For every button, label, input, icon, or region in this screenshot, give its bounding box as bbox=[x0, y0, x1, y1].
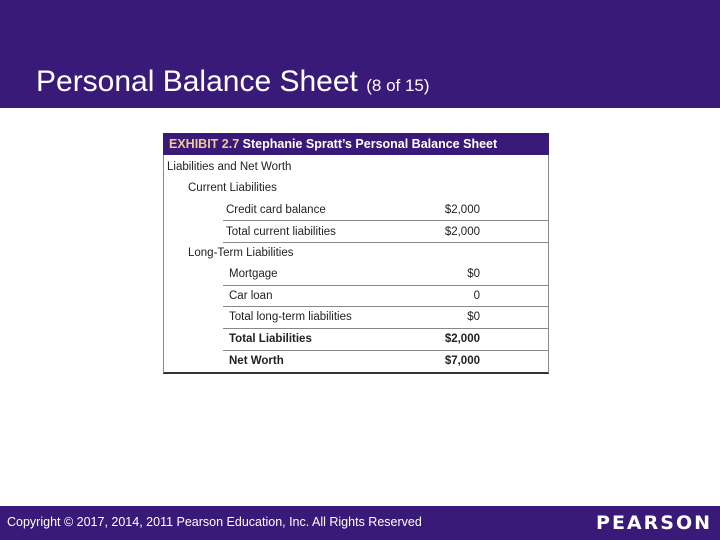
table-row bbox=[163, 306, 549, 328]
slide-footer bbox=[0, 506, 720, 540]
row-amount: $2,000 bbox=[444, 204, 480, 216]
row-amount: $2,000 bbox=[444, 333, 480, 345]
exhibit-title: Stephanie Spratt’s Personal Balance Sheet bbox=[242, 137, 498, 151]
row-amount: 0 bbox=[473, 290, 480, 302]
row-amount: $0 bbox=[467, 268, 480, 280]
slide-title-text: Personal Balance Sheet bbox=[36, 65, 358, 98]
row-amount: $7,000 bbox=[444, 355, 480, 367]
table-right-border bbox=[548, 155, 549, 373]
current-liabilities-heading: Current Liabilities bbox=[188, 182, 277, 194]
row-amount: $2,000 bbox=[444, 226, 480, 238]
net-worth-row bbox=[163, 350, 549, 372]
row-label: Credit card balance bbox=[226, 204, 326, 216]
row-label: Car loan bbox=[229, 290, 273, 302]
row-label: Mortgage bbox=[229, 268, 278, 280]
exhibit-label: EXHIBIT 2.7 bbox=[169, 137, 240, 151]
section-heading: Liabilities and Net Worth bbox=[167, 161, 292, 173]
row-label: Total long-term liabilities bbox=[229, 311, 352, 323]
copyright-text: Copyright © 2017, 2014, 2011 Pearson Education, Inc. All Rights Reserved bbox=[7, 515, 422, 529]
table-row bbox=[163, 221, 549, 243]
slide-title-suffix: (8 of 15) bbox=[366, 76, 430, 95]
table-row bbox=[163, 285, 549, 307]
table-bottom-rule bbox=[163, 372, 549, 374]
total-liabilities-row bbox=[163, 328, 549, 350]
row-label: Total current liabilities bbox=[226, 226, 336, 238]
table-left-border bbox=[163, 155, 164, 373]
table-row bbox=[163, 263, 549, 285]
slide-title bbox=[36, 64, 430, 104]
slide-header bbox=[0, 0, 720, 108]
exhibit-header bbox=[163, 133, 549, 155]
row-label: Net Worth bbox=[229, 355, 284, 367]
row-label: Total Liabilities bbox=[229, 333, 312, 345]
table-row bbox=[163, 199, 549, 221]
longterm-liabilities-heading: Long-Term Liabilities bbox=[188, 247, 294, 259]
exhibit-table bbox=[163, 133, 549, 375]
pearson-logo: PEARSON bbox=[596, 512, 712, 534]
row-amount: $0 bbox=[467, 311, 480, 323]
